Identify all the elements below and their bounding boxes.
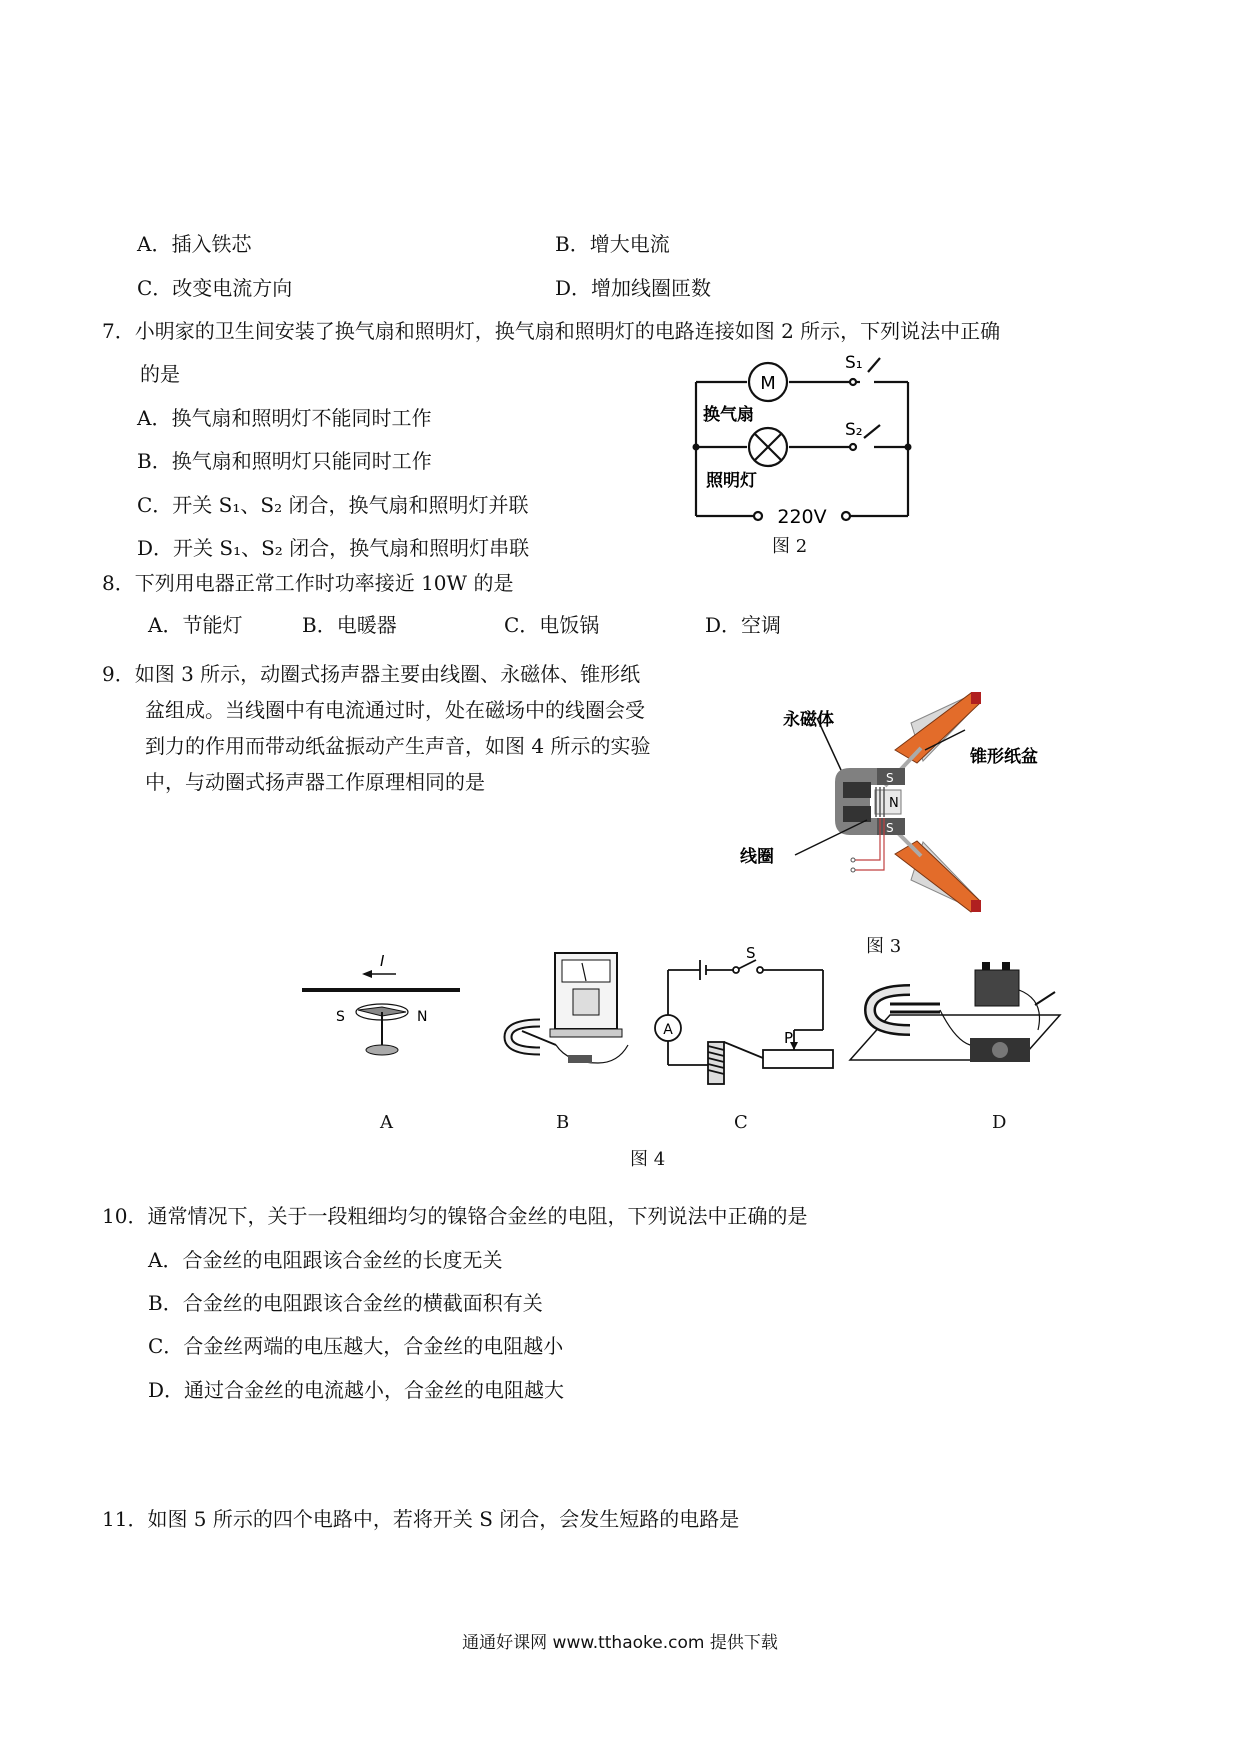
q8-option-a: A．节能灯	[148, 613, 243, 637]
figure-4b-label: B	[556, 1112, 570, 1133]
needle-s-label: S	[336, 1009, 345, 1025]
q7-stem-cont: 的是	[140, 362, 180, 386]
figure-4-caption: 图 4	[630, 1149, 666, 1170]
q8-stem: 8．下列用电器正常工作时功率接近 10W 的是	[102, 571, 514, 595]
q8-option-b: B．电暖器	[302, 613, 397, 637]
figure-2-caption: 图 2	[772, 536, 808, 557]
current-label: I	[380, 952, 385, 970]
q7-stem: 7．小明家的卫生间安装了换气扇和照明灯，换气扇和照明灯的电路连接如图 2 所示，下列说法中正确	[102, 319, 1001, 343]
q8-option-c: C．电饭锅	[504, 613, 600, 637]
coil-label: 线圈	[740, 847, 774, 867]
figure-4d-label: D	[992, 1112, 1007, 1133]
q7-option-c: C．开关 S₁、S₂ 闭合，换气扇和照明灯并联	[137, 493, 529, 517]
s2-label: S₂	[845, 420, 863, 440]
fan-label: 换气扇	[703, 405, 754, 425]
q10-option-d: D．通过合金丝的电流越小，合金丝的电阻越大	[148, 1378, 565, 1402]
figure-4a-oersted	[300, 940, 465, 1070]
q6-option-d: D．增加线圈匝数	[555, 276, 712, 300]
q9-stem-line-2: 盆组成。当线圈中有电流通过时，处在磁场中的线圈会受	[145, 698, 645, 722]
figure-4d-motor	[850, 960, 1060, 1085]
q9-stem-line-4: 中，与动圈式扬声器工作原理相同的是	[145, 770, 485, 794]
footer: 通通好课网 www.tthaoke.com 提供下载	[462, 1633, 778, 1653]
motor-label: M	[760, 373, 776, 394]
q6-option-c: C．改变电流方向	[137, 276, 293, 300]
voltage-label: 220V	[777, 506, 827, 528]
q10-option-a: A．合金丝的电阻跟该合金丝的长度无关	[148, 1248, 503, 1272]
lamp-label: 照明灯	[706, 471, 757, 491]
figure-4b-induction	[478, 945, 638, 1075]
q10-option-b: B．合金丝的电阻跟该合金丝的横截面积有关	[148, 1291, 543, 1315]
q7-option-d: D．开关 S₁、S₂ 闭合，换气扇和照明灯串联	[137, 536, 530, 560]
q7-option-a: A．换气扇和照明灯不能同时工作	[137, 406, 432, 430]
figure-4a-label: A	[380, 1112, 393, 1133]
figure-3-caption: 图 3	[866, 936, 902, 957]
slider-label: P	[784, 1029, 794, 1047]
q7-option-b: B．换气扇和照明灯只能同时工作	[137, 449, 432, 473]
ammeter-label: A	[663, 1022, 673, 1038]
figure-2-circuit	[680, 350, 920, 550]
magnet-s-top: S	[886, 771, 894, 785]
q10-option-c: C．合金丝两端的电压越大，合金丝的电阻越小	[148, 1334, 564, 1358]
q8-option-d: D．空调	[705, 613, 782, 637]
q6-option-a: A．插入铁芯	[137, 232, 252, 256]
q10-stem: 10．通常情况下，关于一段粗细均匀的镍铬合金丝的电阻，下列说法中正确的是	[102, 1204, 808, 1228]
cone-label: 锥形纸盆	[970, 747, 1038, 767]
figure-4c-electromagnet	[648, 944, 838, 1075]
q11-stem: 11．如图 5 所示的四个电路中，若将开关 S 闭合，会发生短路的电路是	[102, 1507, 740, 1531]
q9-stem-line-3: 到力的作用而带动纸盆振动产生声音，如图 4 所示的实验	[145, 734, 651, 758]
q6-option-b: B．增大电流	[555, 232, 670, 256]
s1-label: S₁	[845, 353, 863, 373]
magnet-n: N	[889, 796, 899, 811]
figure-4c-label: C	[734, 1112, 748, 1133]
q9-stem-line-1: 9．如图 3 所示，动圈式扬声器主要由线圈、永磁体、锥形纸	[102, 662, 641, 686]
magnet-label: 永磁体	[783, 710, 834, 730]
needle-n-label: N	[417, 1009, 428, 1025]
switch-label: S	[746, 944, 756, 962]
magnet-s-bottom: S	[886, 821, 894, 835]
figure-3-speaker	[735, 690, 1065, 930]
